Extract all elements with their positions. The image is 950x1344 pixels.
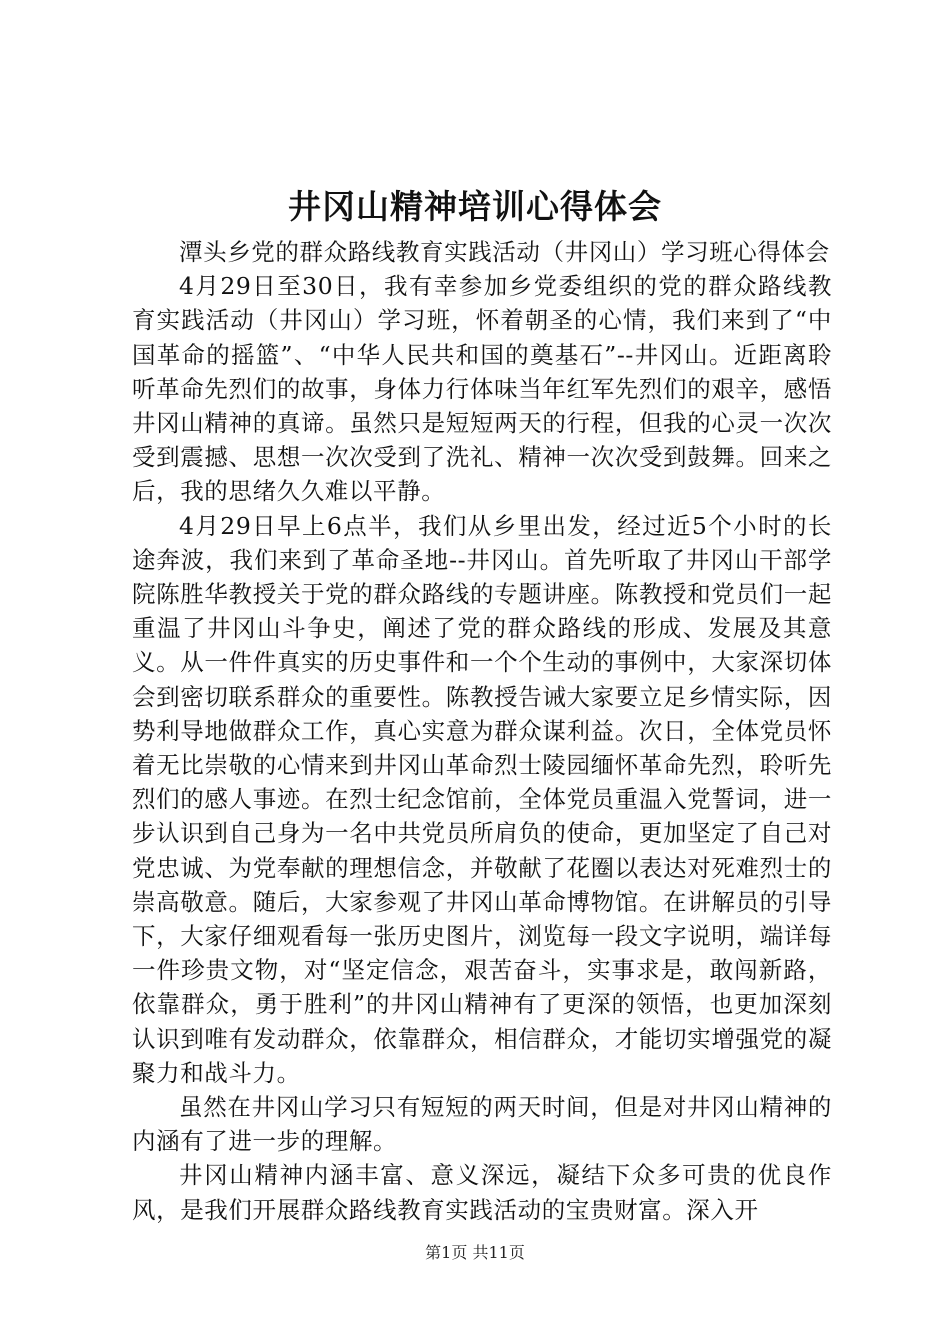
paragraph-4: 井冈山精神内涵丰富、意义深远，凝结下众多可贵的优良作风，是我们开展群众路线教育实践活动的宝贵财富。深入开 xyxy=(132,1161,832,1224)
document-body xyxy=(132,235,832,1227)
paragraph-2: 4月29日早上6点半，我们从乡里出发，经过近5个小时的长途奔波，我们来到了革命圣地--井冈山。首先听取了井冈山干部学院陈胜华教授关于党的群众路线的专题讲座。陈教授和党员们一起重温了井冈山斗争史，阐述了党的群众路线的形成、发展及其意义。从一件件真实的历史事件和一个个生动的事例中，大家深切体会到密切联系群众的重要性。陈教授告诫大家要立足乡情实际，因势利导地做群众工作，真心实意为群众谋利益。次日，全体党员怀着无比崇敬的心情来到井冈山革命烈士陵园缅怀革命先烈，聆听先烈们的感人事迹。在烈士纪念馆前，全体党员重温入党誓词，进一步认识到自己身为一名中共党员所肩负的使命，更加坚定了自己对党忠诚、为党奉献的理想信念，并敬献了花圈以表达对死难烈士的崇高敬意。随后，大家参观了井冈山革命博物馆。在讲解员的引导下，大家仔细观看每一张历史图片，浏览每一段文字说明，端详每一件珍贵文物，对“坚定信念，艰苦奋斗，实事求是，敢闯新路，依靠群众，勇于胜利”的井冈山精神有了更深的领悟，也更加深刻认识到唯有发动群众，依靠群众，相信群众，才能切实增强党的凝聚力和战斗力。 xyxy=(132,511,832,1087)
page-total: 共11页 xyxy=(472,1243,525,1262)
document-title: 井冈山精神培训心得体会 xyxy=(288,187,662,226)
paragraph-3: 虽然在井冈山学习只有短短的两天时间，但是对井冈山精神的内涵有了进一步的理解。 xyxy=(132,1093,832,1156)
paragraph-subtitle: 潭头乡党的群众路线教育实践活动（井冈山）学习班心得体会 xyxy=(179,238,830,266)
paragraph-1: 4月29日至30日，我有幸参加乡党委组织的党的群众路线教育实践活动（井冈山）学习班，怀着朝圣的心情，我们来到了“中国革命的摇篮”、“中华人民共和国的奠基石”--井冈山。近距离聆听革命先烈们的故事，身体力行体味当年红军先烈们的艰辛，感悟井冈山精神的真谛。虽然只是短短两天的行程，但我的心灵一次次受到震撼、思想一次次受到了洗礼、精神一次次受到鼓舞。回来之后，我的思绪久久难以平静。 xyxy=(132,272,832,506)
page-number: 第1页 xyxy=(425,1243,468,1262)
page-footer xyxy=(0,1242,950,1264)
